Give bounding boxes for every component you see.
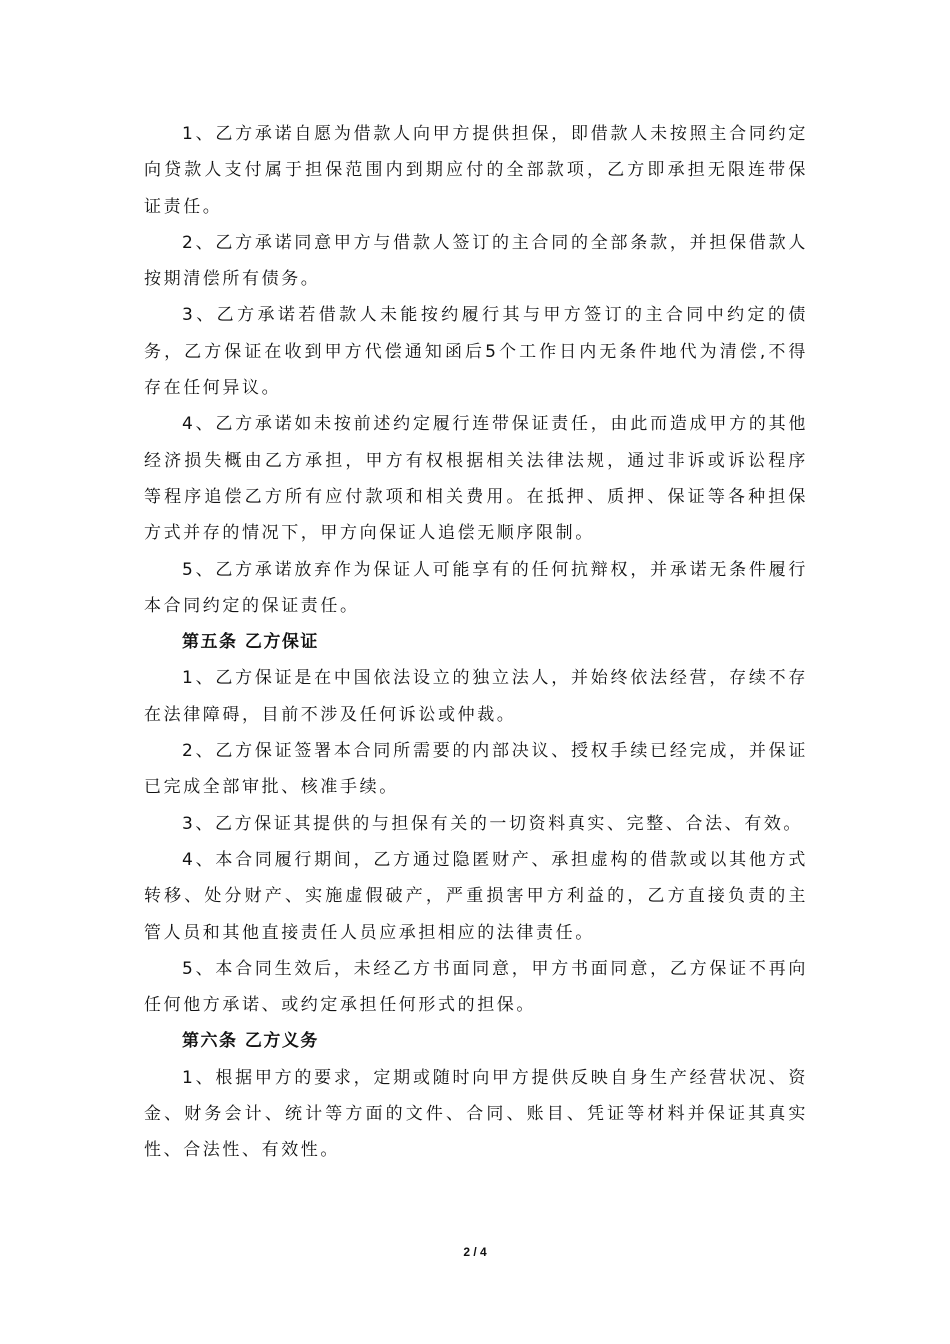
- clause-paragraph: 1、根据甲方的要求，定期或随时向甲方提供反映自身生产经营状况、资金、财务会计、统计等方面的文件、合同、账目、凭证等材料并保证其真实性、合法性、有效性。: [144, 1067, 808, 1161]
- clause-paragraph: 4、本合同履行期间，乙方通过隐匿财产、承担虚构的借款或以其他方式转移、处分财产、实施虚假破产，严重损害甲方利益的，乙方直接负责的主管人员和其他直接责任人员应承担相应的法律责任。: [144, 849, 808, 943]
- clause-paragraph: 3、乙方保证其提供的与担保有关的一切资料真实、完整、合法、有效。: [182, 813, 804, 834]
- clause-paragraph: 2、乙方保证签署本合同所需要的内部决议、授权手续已经完成，并保证已完成全部审批、核准手续。: [144, 741, 808, 798]
- clause-paragraph: 3、乙方承诺若借款人未能按约履行其与甲方签订的主合同中约定的债务，乙方保证在收到甲方代偿通知函后5个工作日内无条件地代为清偿,不得存在任何异议。: [144, 305, 808, 399]
- article-heading: 第五条 乙方保证: [182, 632, 319, 653]
- clause-paragraph: 1、乙方承诺自愿为借款人向甲方提供担保，即借款人未按照主合同约定向贷款人支付属于担保范围内到期应付的全部款项，乙方即承担无限连带保证责任。: [144, 124, 808, 217]
- clause-paragraph: 5、本合同生效后，未经乙方书面同意，甲方书面同意，乙方保证不再向任何他方承诺、或约定承担任何形式的担保。: [144, 958, 808, 1016]
- clause-paragraph: 1、乙方保证是在中国依法设立的独立法人，并始终依法经营，存续不存在法律障碍，目前不涉及任何诉讼或仲裁。: [144, 668, 808, 725]
- clause-paragraph: 4、乙方承诺如未按前述约定履行连带保证责任，由此而造成甲方的其他经济损失概由乙方承担，甲方有权根据相关法律法规，通过非诉或诉讼程序等程序追偿乙方所有应付款项和相关费用。在抵押、质押、保证等各种担保方式并存的情况下，甲方向保证人追偿无顺序限制。: [144, 414, 808, 544]
- document-body: [144, 116, 808, 1169]
- page-number: 2 / 4: [463, 1245, 487, 1259]
- clause-paragraph: 2、乙方承诺同意甲方与借款人签订的主合同的全部条款，并担保借款人按期清偿所有债务。: [144, 232, 808, 290]
- article-heading: 第六条 乙方义务: [182, 1031, 319, 1052]
- clause-paragraph: 5、乙方承诺放弃作为保证人可能享有的任何抗辩权，并承诺无条件履行本合同约定的保证责任。: [144, 559, 808, 616]
